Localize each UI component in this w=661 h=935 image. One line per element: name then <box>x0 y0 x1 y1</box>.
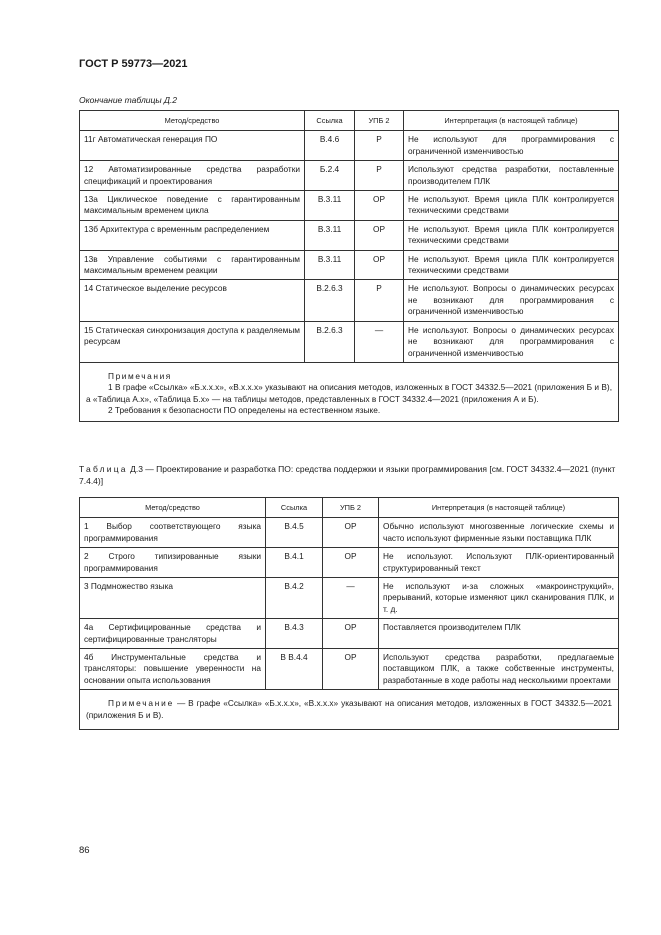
sil-cell: — <box>323 578 379 619</box>
note-label: Примечание <box>108 698 175 709</box>
table-row <box>80 619 619 649</box>
ref-cell: В.4.1 <box>266 548 323 578</box>
table-row <box>80 161 619 191</box>
table-d3 <box>79 497 619 730</box>
table-row <box>80 280 619 321</box>
method-cell: 11г Автоматическая генерация ПО <box>80 131 305 161</box>
ref-cell: В.3.11 <box>305 191 355 221</box>
column-header: Метод/средство <box>80 498 266 518</box>
ref-cell: В.3.11 <box>305 250 355 280</box>
sil-cell: ОР <box>355 220 404 250</box>
column-header: Интерпретация (в настоящей таблице) <box>404 111 619 131</box>
notes-row <box>80 690 619 730</box>
table-row <box>80 131 619 161</box>
interpretation-cell: Не используют. Вопросы о динамических ресурсах не возникают для программирования с ограниченной изменчивостью <box>404 321 619 362</box>
method-cell: 1 Выбор соответствующего языка программирования <box>80 518 266 548</box>
notes-cell <box>80 362 619 421</box>
column-header: Интерпретация (в настоящей таблице) <box>379 498 619 518</box>
interpretation-cell: Не используют. Время цикла ПЛК контролируется техническими средствами <box>404 191 619 221</box>
table-row <box>80 518 619 548</box>
sil-cell: Р <box>355 131 404 161</box>
method-cell: 4б Инструментальные средства и трансляторы: повышение уверенности на основании опыта использования <box>80 649 266 690</box>
sil-cell: ОР <box>323 649 379 690</box>
table-header-row <box>80 111 619 131</box>
method-cell: 2 Строго типизированные языки программирования <box>80 548 266 578</box>
table-caption <box>79 463 619 487</box>
ref-cell: В.4.6 <box>305 131 355 161</box>
method-cell: 13б Архитектура с временным распределением <box>80 220 305 250</box>
interpretation-cell: Не используют для программирования с ограниченной изменчивостью <box>404 131 619 161</box>
page-number: 86 <box>79 845 90 856</box>
column-header: Ссылка <box>305 111 355 131</box>
sil-cell: ОР <box>323 518 379 548</box>
method-cell: 13а Циклическое поведение с гарантированным максимальным временем цикла <box>80 191 305 221</box>
table-row <box>80 250 619 280</box>
table-continuation-label: Окончание таблицы Д.2 <box>79 95 178 105</box>
table-row <box>80 649 619 690</box>
interpretation-cell: Поставляется производителем ПЛК <box>379 619 619 649</box>
interpretation-cell: Не используют. Вопросы о динамических ресурсах не возникают для программирования с ограниченной изменчивостью <box>404 280 619 321</box>
ref-cell: В.2.6.3 <box>305 280 355 321</box>
ref-cell: Б.2.4 <box>305 161 355 191</box>
interpretation-cell: Не используют. Время цикла ПЛК контролируется техническими средствами <box>404 250 619 280</box>
note-text: — В графе «Ссылка» «Б.х.х.х», «В.х.х.х» указывают на описания методов, изложенных в ГОСТ 34332.5—2021 (приложения Б и В). <box>86 698 612 720</box>
method-cell: 12 Автоматизированные средства разработки спецификаций и проектирования <box>80 161 305 191</box>
interpretation-cell: Не используют. Время цикла ПЛК контролируется техническими средствами <box>404 220 619 250</box>
method-cell: 14 Статическое выделение ресурсов <box>80 280 305 321</box>
table-header-row <box>80 498 619 518</box>
column-header: Ссылка <box>266 498 323 518</box>
document-header: ГОСТ Р 59773—2021 <box>79 58 188 70</box>
column-header: УПБ 2 <box>355 111 404 131</box>
ref-cell: В.2.6.3 <box>305 321 355 362</box>
column-header: Метод/средство <box>80 111 305 131</box>
interpretation-cell: Не используют. Используют ПЛК-ориентированный структурированный текст <box>379 548 619 578</box>
table-caption-text: Д.3 — Проектирование и разработка ПО: средства поддержки и языки программирования [см. ГОСТ 34332.4—2021 (пункт 7.4.4)] <box>79 464 616 486</box>
notes-title: Примечания <box>108 370 172 381</box>
table-row <box>80 191 619 221</box>
interpretation-cell: Обычно используют многозвенные логические схемы и часто используют фирменные языки поставщика ПЛК <box>379 518 619 548</box>
table-row <box>80 578 619 619</box>
ref-cell: В.4.5 <box>266 518 323 548</box>
sil-cell: ОР <box>323 548 379 578</box>
table-row <box>80 220 619 250</box>
ref-cell: В В.4.4 <box>266 649 323 690</box>
method-cell: 3 Подмножество языка <box>80 578 266 619</box>
note-1: 1 В графе «Ссылка» «Б.х.х.х», «В.х.х.х» указывают на описания методов, изложенных в ГОСТ 34332.5—2021 (приложения Б и В), а «Таблица А.х», «Таблица Б.х» — на таблицы методов, представленных в ГОСТ 34332.4—2021 (приложения А и Б). <box>86 382 612 404</box>
table-caption-label: Таблица <box>79 464 128 474</box>
table-d2-end <box>79 110 619 422</box>
table-row <box>80 548 619 578</box>
method-cell: 13в Управление событиями с гарантированным максимальным временем реакции <box>80 250 305 280</box>
sil-cell: ОР <box>355 250 404 280</box>
method-cell: 4а Сертифицированные средства и сертифицированные трансляторы <box>80 619 266 649</box>
sil-cell: Р <box>355 161 404 191</box>
ref-cell: В.3.11 <box>305 220 355 250</box>
method-cell: 15 Статическая синхронизация доступа к разделяемым ресурсам <box>80 321 305 362</box>
ref-cell: В.4.3 <box>266 619 323 649</box>
table-row <box>80 321 619 362</box>
notes-row <box>80 362 619 421</box>
interpretation-cell: Используют средства разработки, поставленные производителем ПЛК <box>404 161 619 191</box>
sil-cell: ОР <box>323 619 379 649</box>
sil-cell: Р <box>355 280 404 321</box>
note-cell <box>80 690 619 730</box>
note-2: 2 Требования к безопасности ПО определены на естественном языке. <box>108 405 381 416</box>
sil-cell: ОР <box>355 191 404 221</box>
column-header: УПБ 2 <box>323 498 379 518</box>
sil-cell: — <box>355 321 404 362</box>
interpretation-cell: Используют средства разработки, предлагаемые поставщиком ПЛК, а также собственные инструменты, разработанные в ходе работы над несколькими проектами <box>379 649 619 690</box>
ref-cell: В.4.2 <box>266 578 323 619</box>
interpretation-cell: Не используют и-за сложных «макроинструкций», прерываний, которые изменяют цикл сканирования ПЛК, и т. д. <box>379 578 619 619</box>
